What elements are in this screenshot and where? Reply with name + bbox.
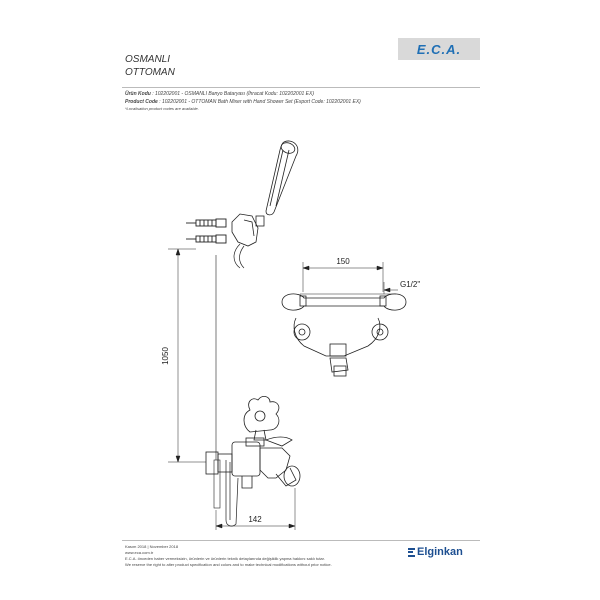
product-code-tr-text: : 102202001 - OSMANLI Banyo Bataryası (İhracat Kodu: 102202001 EX) [152, 91, 314, 97]
shower-bracket-icon [232, 214, 264, 246]
elginkan-logo-text: Elginkan [417, 546, 463, 558]
mixer-front-icon [282, 294, 406, 376]
shower-hose-icon [226, 244, 244, 526]
product-code-en-text: : 102202001 - OTTOMAN Bath Mixer with Hand Shower Set (Export Code: 102202001 EX) [159, 99, 361, 105]
dimension-height: 1050 [161, 347, 170, 365]
product-title-en: OTTOMAN [125, 67, 175, 78]
hand-shower-icon [266, 141, 298, 215]
elginkan-mark-icon [408, 548, 415, 557]
elginkan-logo [408, 546, 463, 558]
localisation-note: *Localisation product codes are available. [125, 106, 199, 111]
dimension-thread: G1/2" [400, 280, 421, 289]
footer-disclaimer-tr: E.C.A. önceden haber vermeksizin, ürünlerin ve ürünlerin teknik detaylarında değişiklik yapma hakkını saklı tutar. [125, 556, 325, 561]
footer-date: Kasım 2018 | November 2018 [125, 544, 179, 549]
dimension-width-bottom: 142 [248, 515, 262, 524]
dimension-width-top: 150 [336, 257, 350, 266]
product-title-tr: OSMANLI [125, 54, 171, 65]
product-code-en-label: Product Code [125, 99, 158, 105]
eca-logo-text: E.C.A. [416, 41, 462, 57]
footer-website: www.eca.com.tr [125, 550, 154, 555]
wall-plug-icon [186, 219, 226, 243]
footer-disclaimer-en: We reserve the right to alter product specification and colors and to make technical modifications without prior notice. [125, 562, 332, 567]
footer-divider [122, 540, 480, 541]
product-code-tr-label: Ürün Kodu [125, 91, 151, 97]
